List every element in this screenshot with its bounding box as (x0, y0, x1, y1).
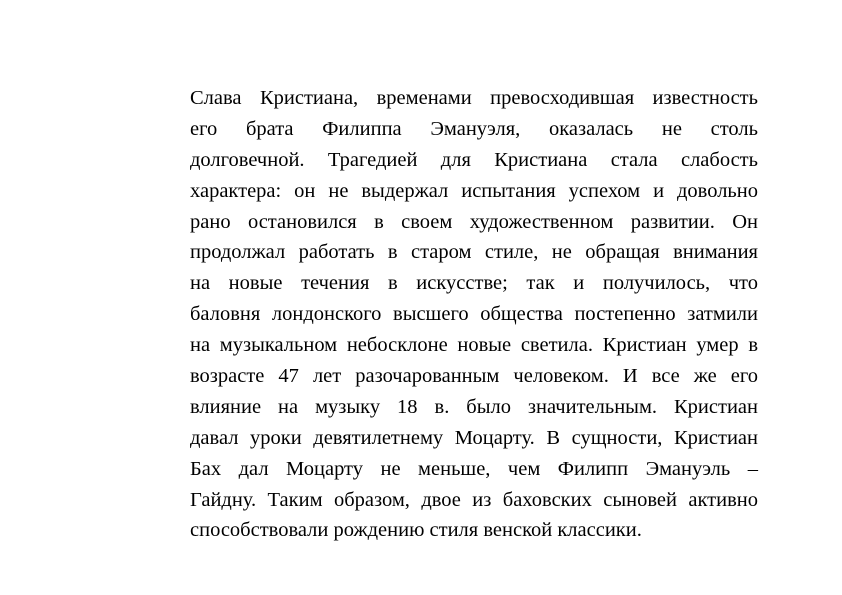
paragraph-line: Гайдну. Таким образом, двое из баховских сыновей активно (190, 488, 758, 511)
paragraph-line: характера: он не выдержал испытания успехом и довольно (190, 179, 758, 202)
paragraph-line: влияние на музыку 18 в. было значительным. Кристиан (190, 395, 758, 418)
body-paragraph (190, 83, 758, 546)
paragraph-line-last: способствовали рождению стиля венской классики. (190, 519, 642, 542)
paragraph-line: рано остановился в своем художественном развитии. Он (190, 210, 758, 233)
paragraph-line: долговечной. Трагедией для Кристиана стала слабость (190, 148, 758, 171)
paragraph-line: баловня лондонского высшего общества постепенно затмили (190, 303, 758, 326)
paragraph-line: продолжал работать в старом стиле, не обращая внимания (190, 241, 758, 264)
paragraph-line: его брата Филиппа Эмануэля, оказалась не столь (190, 117, 758, 140)
paragraph-line: Слава Кристиана, временами превосходившая известность (190, 87, 758, 109)
paragraph-line: на музыкальном небосклоне новые светила. Кристиан умер в (190, 334, 758, 357)
paragraph-line: возрасте 47 лет разочарованным человеком. И все же его (190, 365, 758, 388)
paragraph-line: Бах дал Моцарту не меньше, чем Филипп Эмануэль – (190, 457, 758, 480)
paragraph-line: на новые течения в искусстве; так и получилось, что (190, 272, 758, 295)
paragraph-line: давал уроки девятилетнему Моцарту. В сущности, Кристиан (190, 426, 758, 449)
